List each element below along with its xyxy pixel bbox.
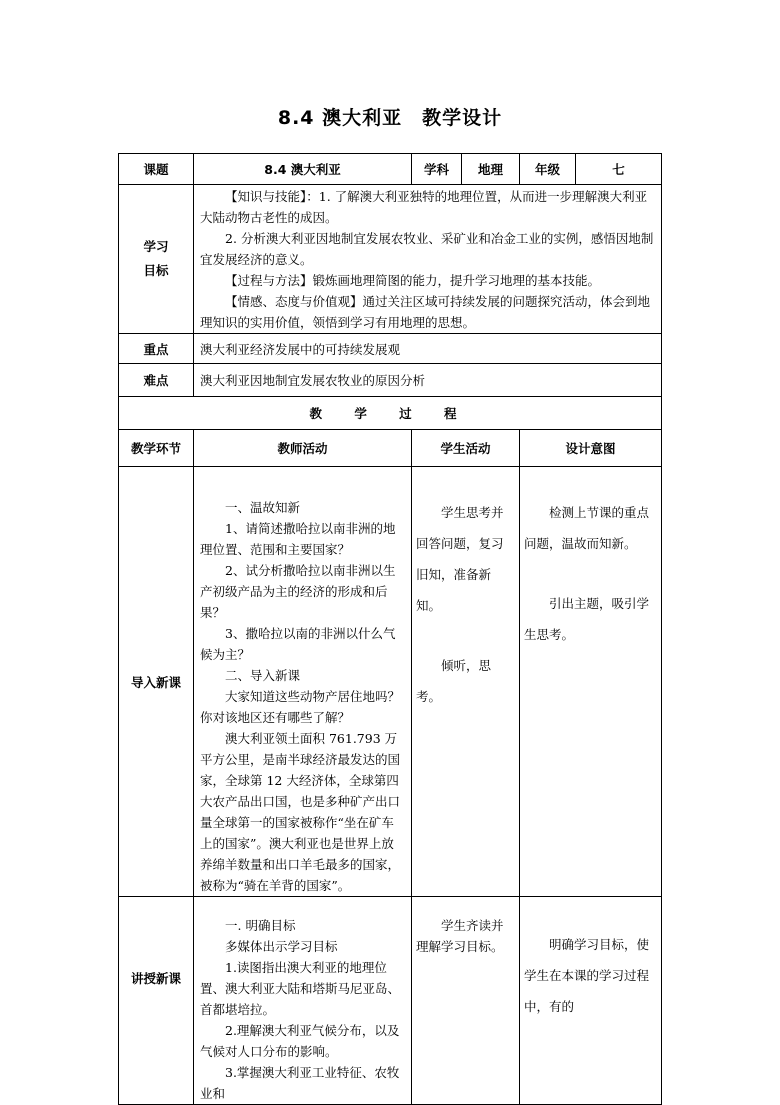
subject-label: 学科 [412, 154, 462, 185]
grade-value: 七 [576, 154, 662, 185]
subject-value: 地理 [462, 154, 520, 185]
student-line: 倾听，思考。 [416, 658, 492, 704]
intro-teacher [194, 467, 412, 897]
intent-line: 引出主题，吸引学生思考。 [524, 596, 650, 642]
key-point-value: 澳大利亚经济发展中的可持续发展观 [194, 334, 662, 364]
teacher-line: 二、导入新课 [225, 668, 301, 683]
goal-line: 【情感、态度与价值观】通过关注区域可持续发展的问题探究活动，体会到地理知识的实用价值，领悟到学习有用地理的思想。 [200, 294, 651, 330]
page-title: 8.4 澳大利亚 教学设计 [277, 107, 503, 129]
teaching-row [119, 897, 662, 1105]
teacher-line: 一. 明确目标 [225, 918, 296, 933]
teacher-line: 1.读图指出澳大利亚的地理位置、澳大利亚大陆和塔斯马尼亚岛、首都堪培拉。 [200, 960, 401, 1017]
teaching-teacher [194, 897, 412, 1105]
col-teacher: 教师活动 [194, 430, 412, 467]
column-header-row [119, 430, 662, 467]
goals-content [194, 185, 662, 334]
student-line: 学生齐读并理解学习目标。 [416, 918, 504, 954]
col-student: 学生活动 [412, 430, 520, 467]
teaching-student [412, 897, 520, 1105]
intro-stage: 导入新课 [119, 467, 194, 897]
teacher-line: 澳大利亚领土面积 761.793 万平方公里，是南半球经济最发达的国家，全球第 12 大经济体，全球第四大农产品出口国，也是多种矿产出口量全球第一的国家被称作“坐在矿车上的国家”。澳大利亚也是世界上放养绵羊数量和出口羊毛最多的国家，被称为“骑在羊背的国家”。 [200, 731, 401, 893]
teaching-stage: 讲授新课 [119, 897, 194, 1105]
teacher-line: 2.理解澳大利亚气候分布，以及气候对人口分布的影响。 [200, 1023, 400, 1059]
difficulty-value: 澳大利亚因地制宜发展农牧业的原因分析 [194, 364, 662, 397]
teacher-line: 3.掌握澳大利亚工业特征、农牧业和 [200, 1065, 400, 1101]
lesson-plan-table [118, 153, 662, 1105]
teacher-line: 2、试分析撒哈拉以南非洲以生产初级产品为主的经济的形成和后果？ [200, 563, 396, 620]
key-point-row [119, 334, 662, 364]
key-point-label: 重点 [119, 334, 194, 364]
goal-line: 【过程与方法】锻炼画地理简图的能力，提升学习地理的基本技能。 [225, 273, 601, 288]
goals-label: 学习 目标 [119, 185, 194, 334]
student-line: 学生思考并回答问题，复习旧知，准备新知。 [416, 505, 504, 613]
difficulty-label: 难点 [119, 364, 194, 397]
teaching-intent [520, 897, 662, 1105]
intent-line: 明确学习目标，使学生在本课的学习过程中，有的 [524, 937, 650, 1014]
teacher-line: 一、温故知新 [225, 500, 301, 515]
intro-intent [520, 467, 662, 897]
teacher-line: 3、撒哈拉以南的非洲以什么气候为主？ [200, 626, 396, 662]
intro-row [119, 467, 662, 897]
goals-row [119, 185, 662, 334]
teacher-line: 1、请简述撒哈拉以南非洲的地理位置、范围和主要国家？ [200, 521, 396, 557]
teacher-line: 大家知道这些动物产居住地吗？你对该地区还有哪些了解？ [200, 689, 401, 725]
process-header-row [119, 397, 662, 430]
intent-line: 检测上节课的重点问题，温故而知新。 [524, 505, 650, 551]
topic-value: 8.4 澳大利亚 [194, 154, 412, 185]
grade-label: 年级 [520, 154, 576, 185]
col-intent: 设计意图 [520, 430, 662, 467]
difficulty-row [119, 364, 662, 397]
goal-line: 2. 分析澳大利亚因地制宜发展农牧业、采矿业和冶金工业的实例，感悟因地制宜发展经济的意义。 [200, 231, 654, 267]
process-header: 教 学 过 程 [119, 397, 662, 430]
goal-line: 【知识与技能】：1. 了解澳大利亚独特的地理位置，从而进一步理解澳大利亚大陆动物古老性的成因。 [200, 189, 648, 225]
col-stage: 教学环节 [119, 430, 194, 467]
header-row [119, 154, 662, 185]
teacher-line: 多媒体出示学习目标 [225, 939, 338, 954]
intro-student [412, 467, 520, 897]
topic-label: 课题 [119, 154, 194, 185]
